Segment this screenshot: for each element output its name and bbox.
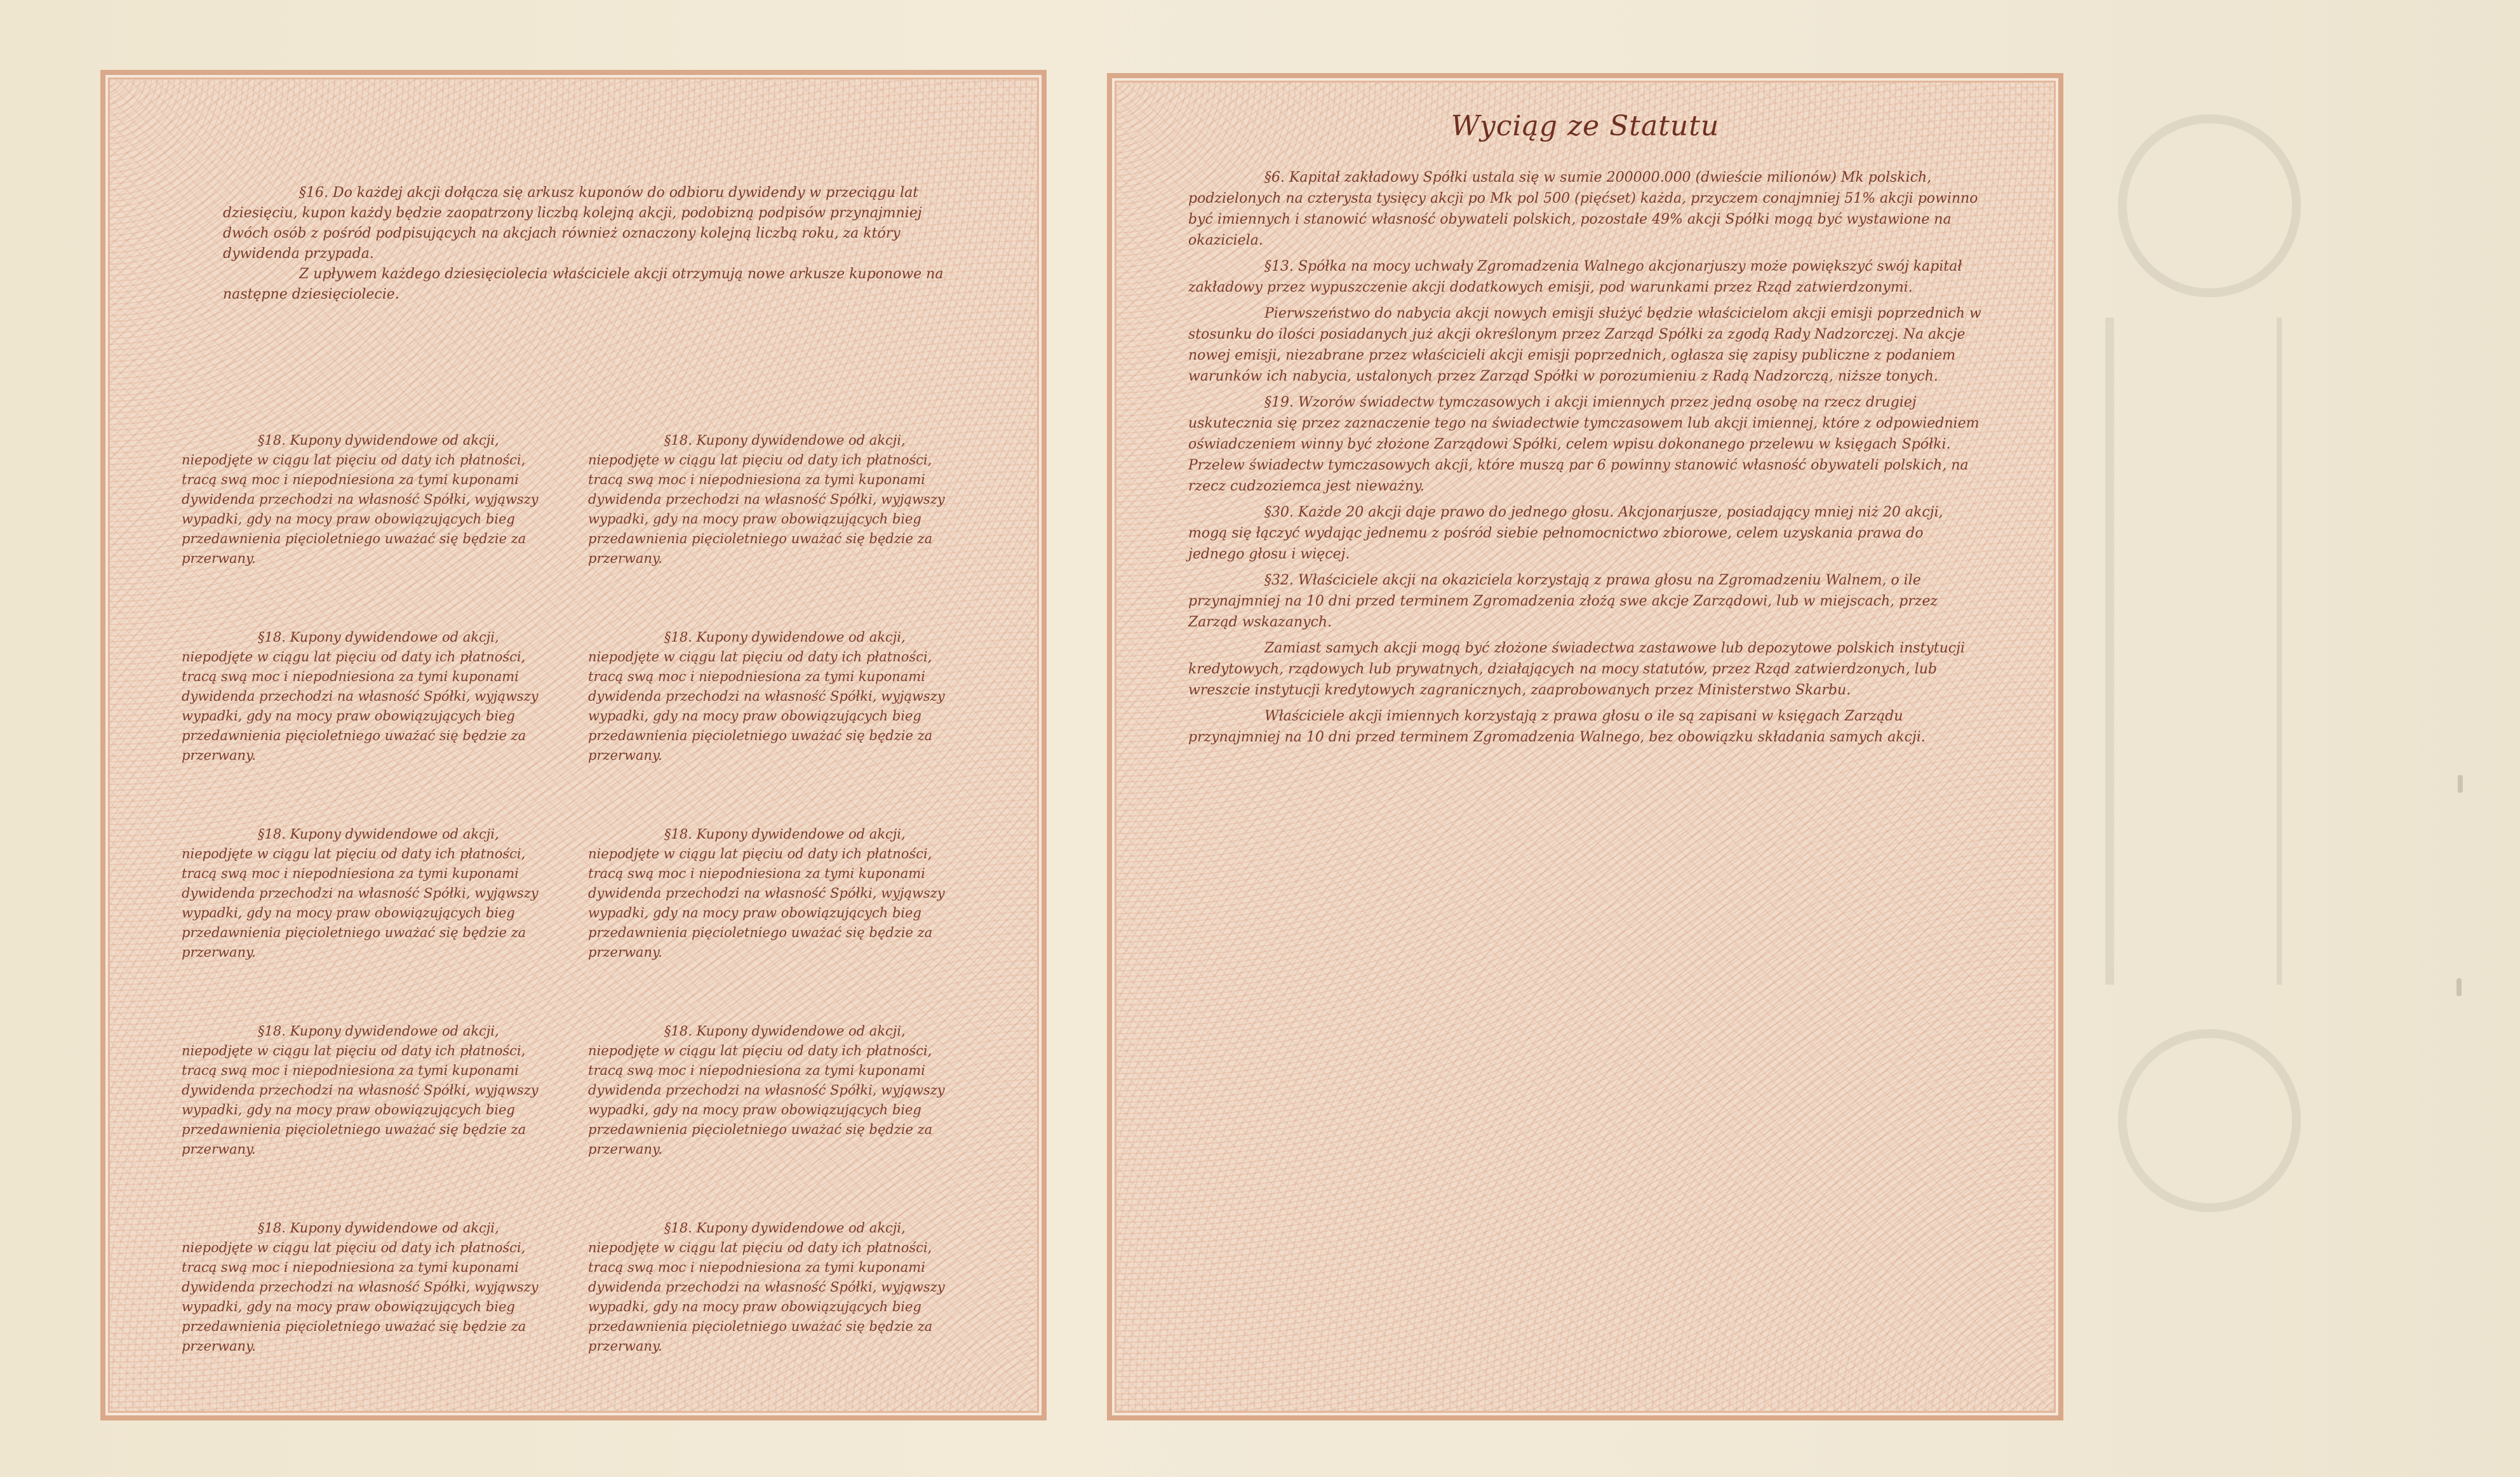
coupon-r2-c2 (588, 628, 969, 765)
coupon-text: §18. Kupony dywidendowe od akcji, niepodjęte w ciągu lat pięciu od daty ich płatności, tracą swą moc i niepodniesiona za tymi kuponami dywidenda przechodzi na własność Spółki, wyjąwszy wypadki, gdy na mocy praw obowiązujących bieg przedawnienia pięcioletniego uważać się będzie za przerwany. (588, 433, 945, 566)
coupon-r1-c1 (182, 431, 563, 569)
coupon-text: §18. Kupony dywidendowe od akcji, niepodjęte w ciągu lat pięciu od daty ich płatności, tracą swą moc i niepodniesiona za tymi kuponami dywidenda przechodzi na własność Spółki, wyjąwszy wypadki, gdy na mocy praw obowiązujących bieg przedawnienia pięcioletniego uważać się będzie za przerwany. (182, 826, 539, 960)
paragraph-16-renewal: Z upływem każdego dziesięciolecia właściciele akcji otrzymują nowe arkusze kuponowe na następne dziesięciolecie. (223, 266, 944, 302)
ghost-border-line (2277, 318, 2282, 985)
paragraph-6: §6. Kapitał zakładowy Spółki ustala się w sumie 200000.000 (dwieście milionów) Mk polskich, podzielonych na czterysta tysięcy akcji po Mk pol 500 (pięćset) każda, przyczem conajmniej 51% akcji powinno być imiennych i stanowić własność obywateli polskich, pozostałe 49% akcji Spółki mogą być wystawione na okaziciela. (1188, 170, 1978, 248)
paragraph-30: §30. Każde 20 akcji daje prawo do jednego głosu. Akcjonarjusze, posiadający mniej niż 20 akcji, mogą się łączyć wydając jednemu z pośród siebie pełnomocnictwo zbiorowe, celem uzyskania prawa do jednego głosu i więcej. (1188, 504, 1943, 562)
coupon-text: §18. Kupony dywidendowe od akcji, niepodjęte w ciągu lat pięciu od daty ich płatności, tracą swą moc i niepodniesiona za tymi kuponami dywidenda przechodzi na własność Spółki, wyjąwszy wypadki, gdy na mocy praw obowiązujących bieg przedawnienia pięcioletniego uważać się będzie za przerwany. (182, 1220, 539, 1354)
coupon-r3-c1 (182, 825, 563, 962)
paragraph-32-deposits: Zamiast samych akcji mogą być złożone świadectwa zastawowe lub depozytowe polskich instytucji kredytowych, rządowych lub prywatnych, działających na mocy statutów, przez Rząd zatwierdzonych, lub wreszcie instytucji kredytowych zagranicznych, zaaprobowanych przez Ministerstwo Skarbu. (1188, 640, 1965, 698)
paragraph-32: §32. Właściciele akcji na okaziciela korzystają z prawa głosu na Zgromadzeniu Walnem, o ile przynajmniej na 10 dni przed terminem Zgromadzenia złożą swe akcje Zarządowi, lub w miejscach, przez Zarząd wskazanych. (1188, 572, 1938, 630)
coupon-r3-c2 (588, 825, 969, 962)
coupon-intro (223, 183, 972, 305)
coupon-text: §18. Kupony dywidendowe od akcji, niepodjęte w ciągu lat pięciu od daty ich płatności, tracą swą moc i niepodniesiona za tymi kuponami dywidenda przechodzi na własność Spółki, wyjąwszy wypadki, gdy na mocy praw obowiązujących bieg przedawnienia pięcioletniego uważać się będzie za przerwany. (588, 826, 945, 960)
staple-mark (2458, 775, 2463, 793)
coupon-text: §18. Kupony dywidendowe od akcji, niepodjęte w ciągu lat pięciu od daty ich płatności, tracą swą moc i niepodniesiona za tymi kuponami dywidenda przechodzi na własność Spółki, wyjąwszy wypadki, gdy na mocy praw obowiązujących bieg przedawnienia pięcioletniego uważać się będzie za przerwany. (182, 1023, 539, 1157)
coupon-text: §18. Kupony dywidendowe od akcji, niepodjęte w ciągu lat pięciu od daty ich płatności, tracą swą moc i niepodniesiona za tymi kuponami dywidenda przechodzi na własność Spółki, wyjąwszy wypadki, gdy na mocy praw obowiązujących bieg przedawnienia pięcioletniego uważać się będzie za przerwany. (182, 630, 539, 763)
ghost-border-line (2105, 318, 2114, 985)
coupon-r2-c1 (182, 628, 563, 765)
paragraph-19: §19. Wzorów świadectw tymczasowych i akcji imiennych przez jedną osobę na rzecz drugiej uskutecznia się przez zaznaczenie tego na świadectwie tymczasowem lub akcji imiennej, które z odpowiedniem oświadczeniem winny być złożone Zarządowi Spółki, celem wpisu dokonanego przelewu w księgach Spółki. Przelew świadectw tymczasowych akcji, które muszą par 6 powinny stanowić własność obywateli polskich, na rzecz cudzoziemca jest nieważny. (1188, 395, 1980, 494)
paragraph-32-registered: Właściciele akcji imiennych korzystają z prawa głosu o ile są zapisani w księgach Zarządu przynajmniej na 10 dni przed terminem Zgromadzenia Walnego, bez obowiązku składania samych akcji. (1188, 708, 1926, 745)
coupon-r5-c2 (588, 1218, 969, 1356)
coupon-r4-c2 (588, 1022, 969, 1159)
excerpt-body (1188, 167, 1982, 753)
paragraph-16: §16. Do każdej akcji dołącza się arkusz kuponów do odbioru dywidendy w przeciągu lat dziesięciu, kupon każdy będzie zaopatrzony liczbą kolejną akcji, podobizną podpisów przynajmniej dwóch osób z pośród podpisujących na akcjach również oznaczony kolejną liczbą roku, za który dywidenda przypada. (223, 185, 922, 262)
excerpt-title: Wyciąg ze Statutu (1451, 110, 1720, 142)
statute-excerpt-panel (1107, 73, 2063, 1420)
paragraph-13-priority: Pierwszeństwo do nabycia akcji nowych emisji służyć będzie właścicielom akcji emisji poprzednich w stosunku do ilości posiadanych już akcji określonym przez Zarząd Spółki za zgodą Rady Nadzorczej. Na akcje nowej emisji, niezabrane przez właścicieli akcji emisji poprzednich, ogłasza się zapisy publiczne z podaniem warunków ich nabycia, ustalonych przez Zarząd Spółki w porozumieniu z Radą Nadzorczą, niższe tonych. (1188, 306, 1981, 384)
coupon-text: §18. Kupony dywidendowe od akcji, niepodjęte w ciągu lat pięciu od daty ich płatności, tracą swą moc i niepodniesiona za tymi kuponami dywidenda przechodzi na własność Spółki, wyjąwszy wypadki, gdy na mocy praw obowiązujących bieg przedawnienia pięcioletniego uważać się będzie za przerwany. (588, 1023, 945, 1157)
staple-mark (2456, 978, 2462, 996)
ghost-rosette (2118, 114, 2301, 297)
coupon-text: §18. Kupony dywidendowe od akcji, niepodjęte w ciągu lat pięciu od daty ich płatności, tracą swą moc i niepodniesiona za tymi kuponami dywidenda przechodzi na własność Spółki, wyjąwszy wypadki, gdy na mocy praw obowiązujących bieg przedawnienia pięcioletniego uważać się będzie za przerwany. (588, 630, 945, 763)
coupon-r4-c1 (182, 1022, 563, 1159)
coupon-r5-c1 (182, 1218, 563, 1356)
ghost-rosette (2118, 1029, 2301, 1212)
show-through-print (2067, 76, 2423, 1379)
paragraph-13: §13. Spółka na mocy uchwały Zgromadzenia Walnego akcjonarjuszy może powiększyć swój kapitał zakładowy przez wypuszczenie akcji dodatkowych emisji, pod warunkami przez Rząd zatwierdzonymi. (1188, 259, 1962, 295)
coupon-text: §18. Kupony dywidendowe od akcji, niepodjęte w ciągu lat pięciu od daty ich płatności, tracą swą moc i niepodniesiona za tymi kuponami dywidenda przechodzi na własność Spółki, wyjąwszy wypadki, gdy na mocy praw obowiązujących bieg przedawnienia pięcioletniego uważać się będzie za przerwany. (588, 1220, 945, 1354)
coupon-text: §18. Kupony dywidendowe od akcji, niepodjęte w ciągu lat pięciu od daty ich płatności, tracą swą moc i niepodniesiona za tymi kuponami dywidenda przechodzi na własność Spółki, wyjąwszy wypadki, gdy na mocy praw obowiązujących bieg przedawnienia pięcioletniego uważać się będzie za przerwany. (182, 433, 539, 566)
coupon-sheet-panel (100, 70, 1047, 1420)
coupon-r1-c2 (588, 431, 969, 569)
